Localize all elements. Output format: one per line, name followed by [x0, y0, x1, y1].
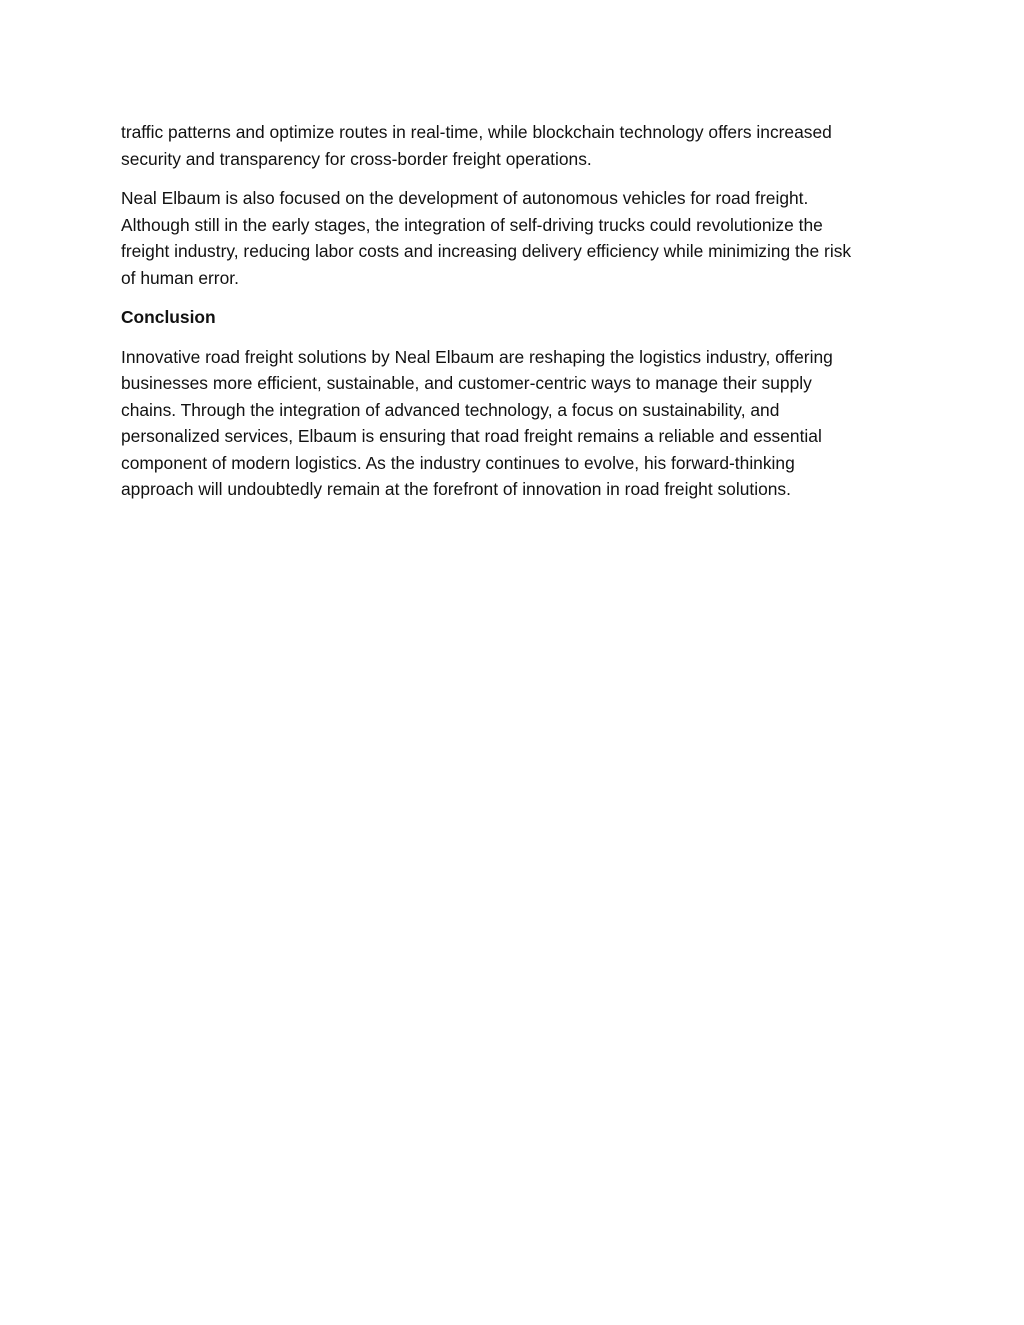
paragraph-autonomous-vehicles: [121, 185, 906, 291]
text-line: personalized services, Elbaum is ensuring that road freight remains a reliable and essential: [121, 426, 822, 446]
text-line: Although still in the early stages, the integration of self-driving trucks could revolutionize the: [121, 214, 823, 235]
text-line: traffic patterns and optimize routes in real-time, while blockchain technology offers increased: [121, 122, 832, 142]
text-line: Innovative road freight solutions by Neal Elbaum are reshaping the logistics industry, offering: [121, 346, 833, 367]
paragraph-conclusion: [121, 344, 906, 503]
text-line: Neal Elbaum is also focused on the development of autonomous vehicles for road freight.: [121, 188, 809, 208]
text-line: component of modern logistics. As the industry continues to evolve, his forward-thinking: [121, 452, 795, 473]
text-line: approach will undoubtedly remain at the forefront of innovation in road freight solutions.: [121, 479, 791, 499]
text-line: chains. Through the integration of advanced technology, a focus on sustainability, and: [121, 399, 780, 420]
document-body: [121, 119, 906, 516]
text-line: security and transparency for cross-border freight operations.: [121, 148, 592, 169]
text-line: of human error.: [121, 267, 239, 288]
text-line: freight industry, reducing labor costs and increasing delivery efficiency while minimizing the risk: [121, 241, 852, 261]
paragraph-technology: [121, 119, 906, 172]
conclusion-heading: Conclusion: [121, 307, 216, 327]
text-line: businesses more efficient, sustainable, and customer-centric ways to manage their supply: [121, 373, 812, 393]
